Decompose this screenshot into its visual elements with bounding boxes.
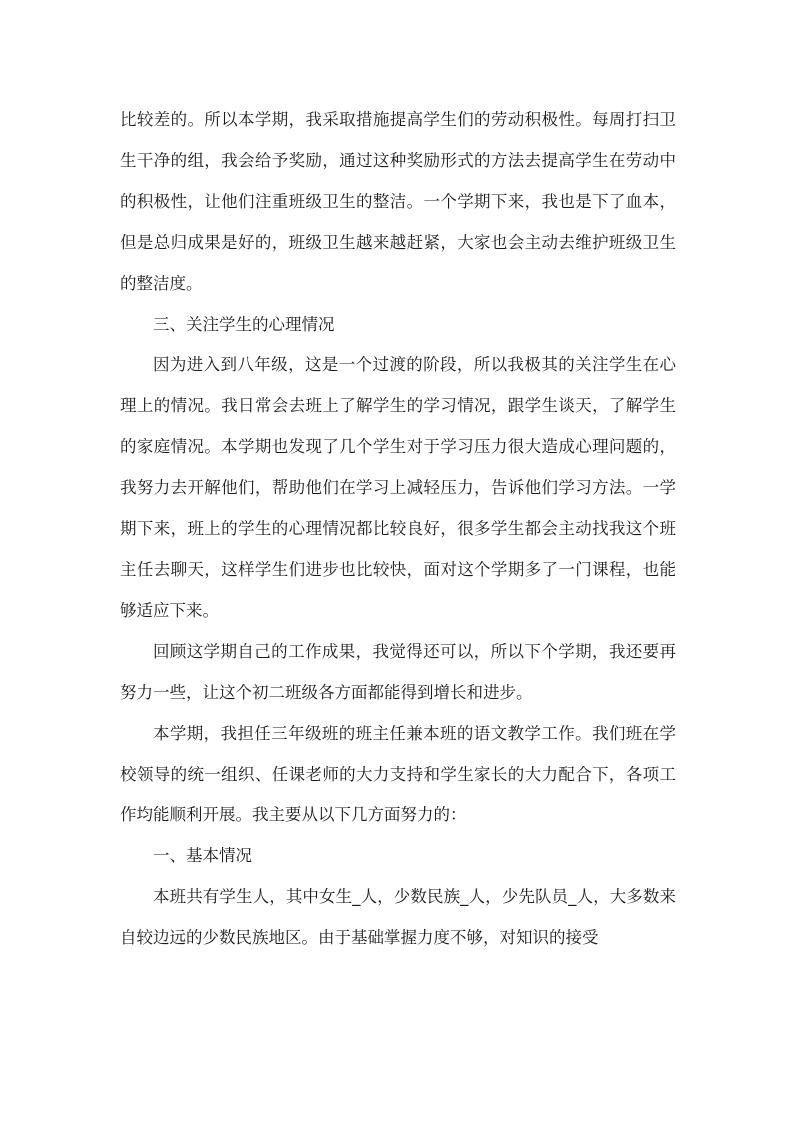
paragraph-labor-enthusiasm: 比较差的。所以本学期，我采取措施提高学生们的劳动积极性。每周打扫卫生干净的组，我会给予奖励，通过这种奖励形式的方法去提高学生在劳动中的积极性，让他们注重班级卫生的整洁。一个学期下来，我也是下了血本，但是总归成果是好的，班级卫生越来越赶紧，大家也会主动去维护班级卫生的整洁度。 xyxy=(120,110,676,293)
paragraph-review: 回顾这学期自己的工作成果，我觉得还可以，所以下个学期，我还要再努力一些，让这个初二班级各方面都能得到增长和进步。 xyxy=(120,641,676,702)
paragraph-psychology: 因为进入到八年级，这是一个过渡的阶段，所以我极其的关注学生在心理上的情况。我日常会去班上了解学生的学习情况，跟学生谈天，了解学生的家庭情况。本学期也发现了几个学生对于学习压力很大造成心理问题的，我努力去开解他们，帮助他们在学习上减轻压力，告诉他们学习方法。一学期下来，班上的学生的心理情况都比较良好，很多学生都会主动找我这个班主任去聊天，这样学生们进步也比较快，面对这个学期多了一门课程，也能够适应下来。 xyxy=(120,355,676,620)
paragraph-basic-info: 本班共有学生人，其中女生_人，少数民族_人，少先队员_人，大多数来自较边远的少数民族地区。由于基础掌握力度不够，对知识的接受 xyxy=(120,887,676,948)
section-heading-basic-info: 一、基本情况 xyxy=(153,846,252,866)
section-heading-psychology: 三、关注学生的心理情况 xyxy=(153,314,335,334)
paragraph-intro: 本学期，我担任三年级班的班主任兼本班的语文教学工作。我们班在学校领导的统一组织、任课老师的大力支持和学生家长的大力配合下，各项工作均能顺利开展。我主要从以下几方面努力的： xyxy=(120,723,676,825)
document-body xyxy=(120,100,676,959)
